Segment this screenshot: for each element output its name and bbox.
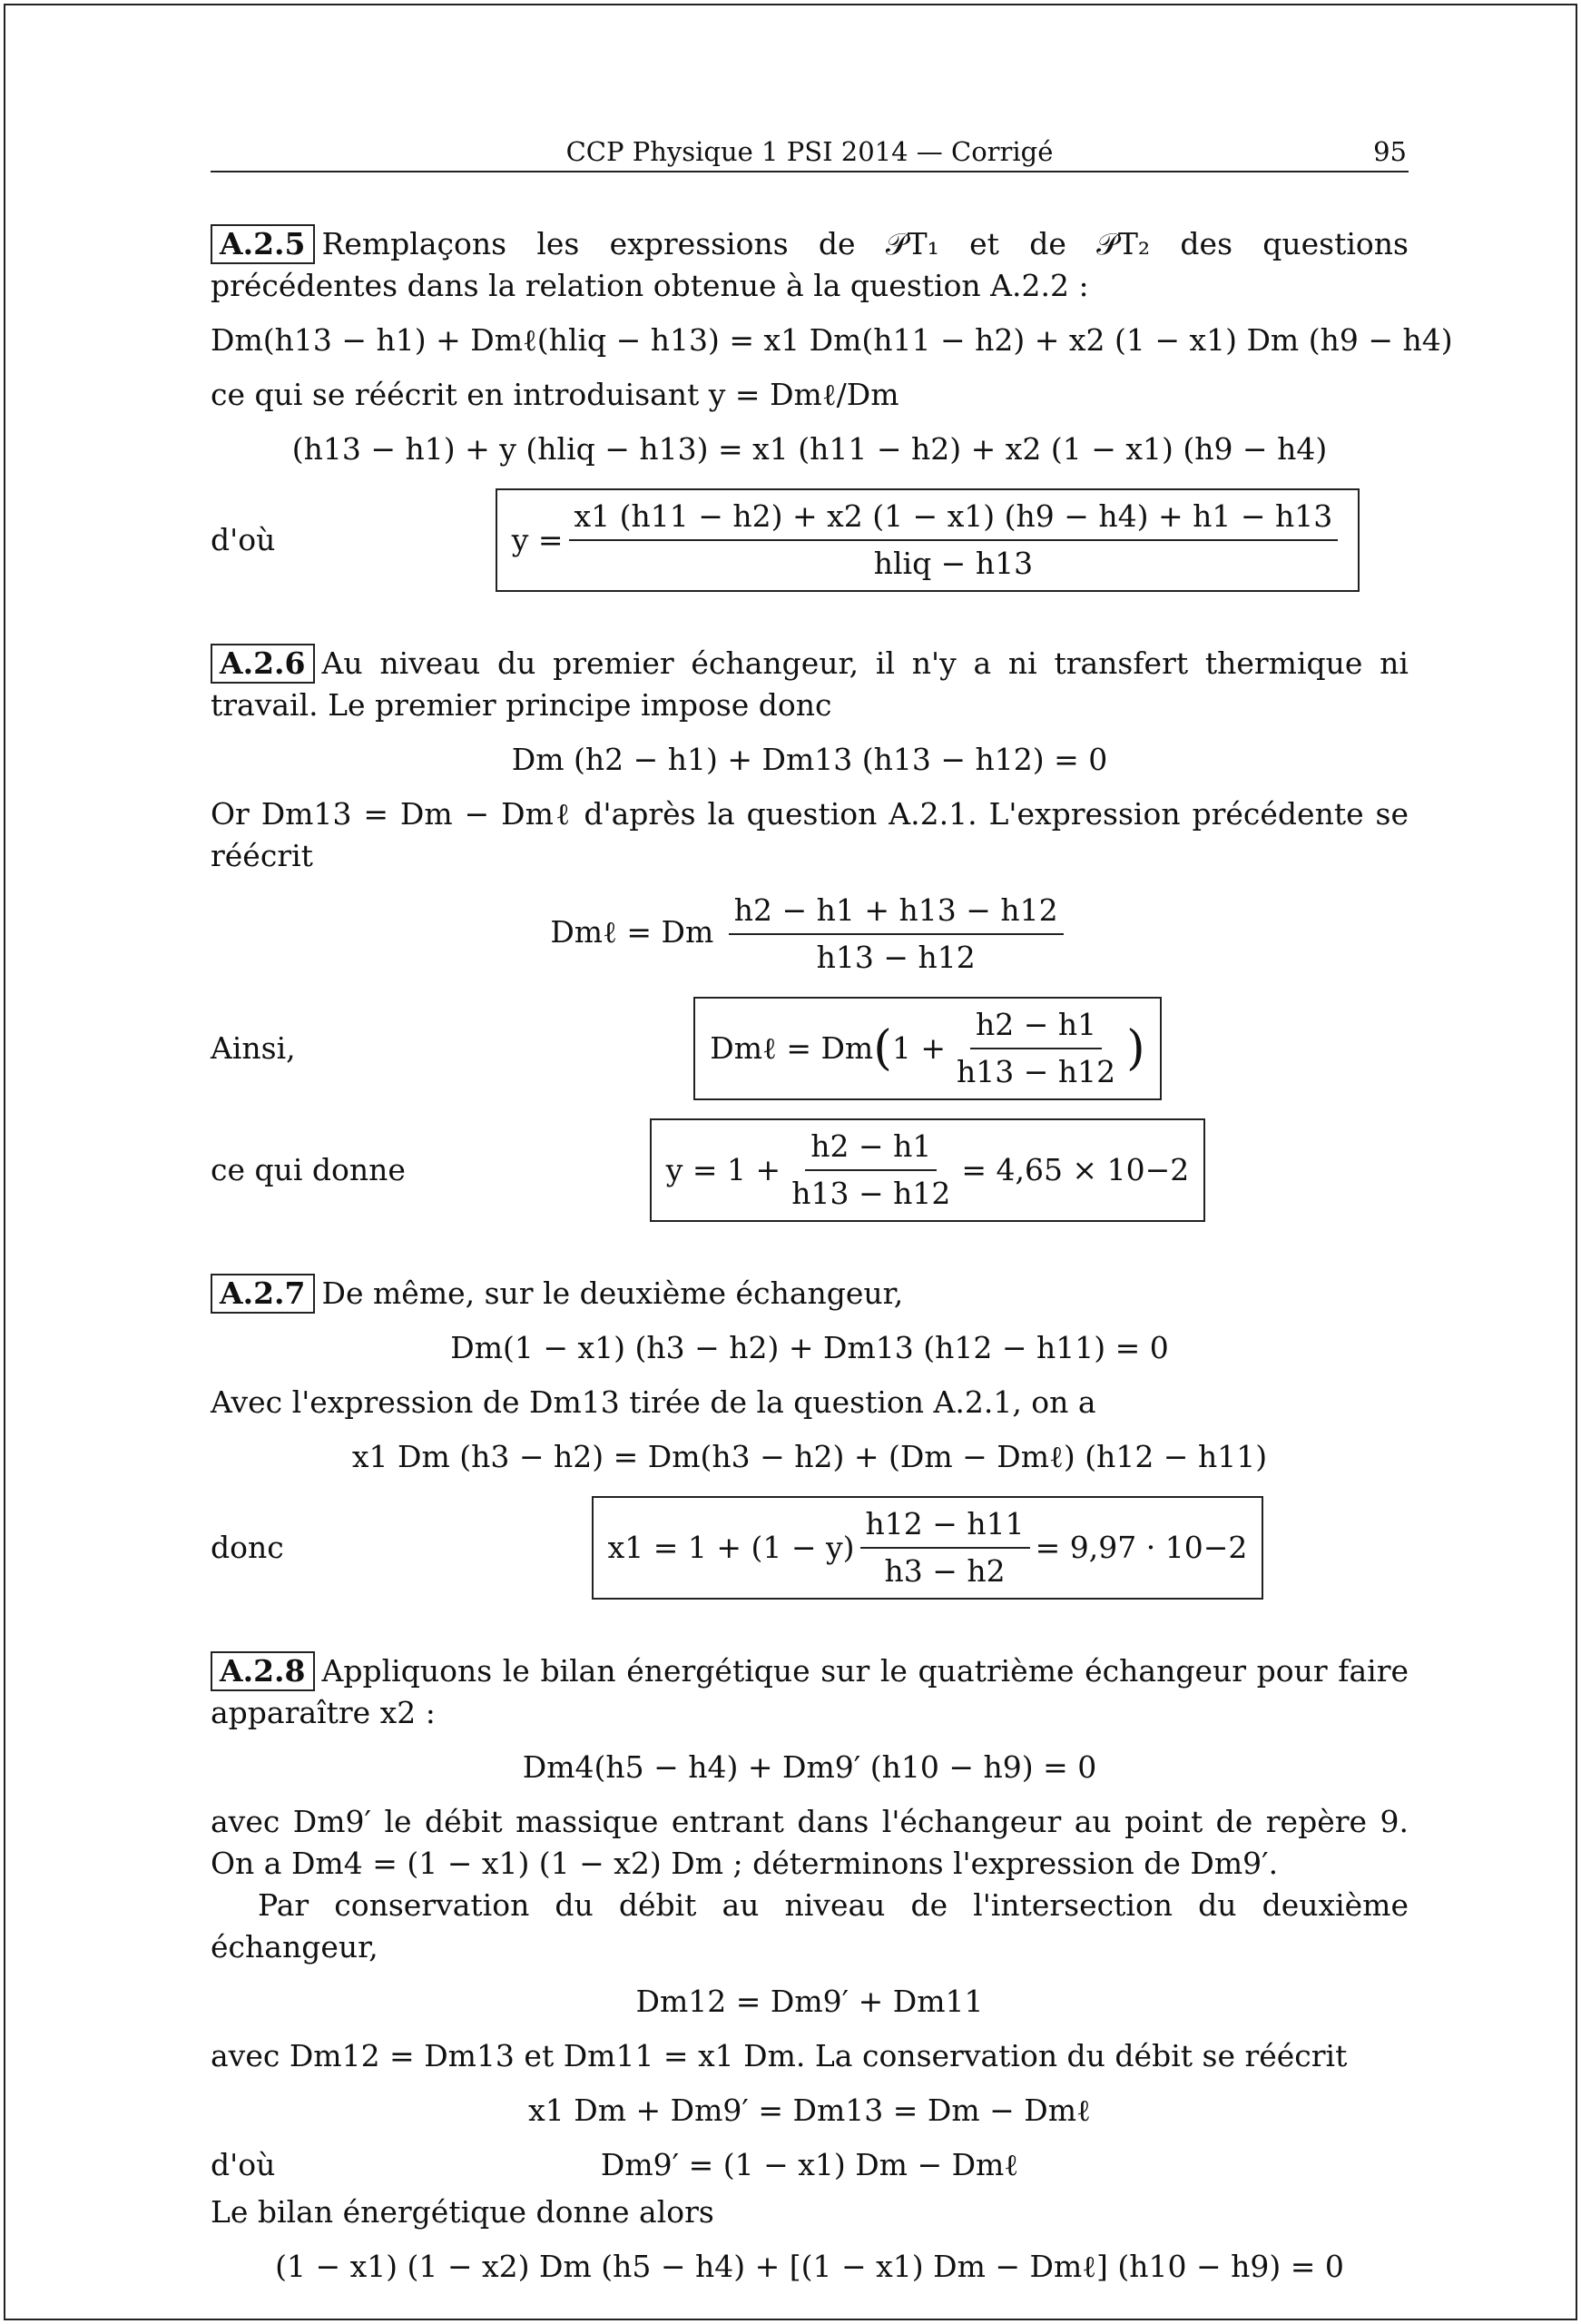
a26-ainsi-row — [211, 997, 1409, 1100]
a28-dou-row — [211, 2144, 1409, 2186]
a27-lead-donc: donc — [211, 1530, 284, 1565]
running-header — [211, 127, 1409, 172]
a27-box3-rhs: = 9,97 · 10−2 — [1035, 1530, 1248, 1565]
a26-box3-one: 1 + — [891, 1030, 946, 1066]
a26-equation-1: Dm (h2 − h1) + Dm13 (h13 − h12) = 0 — [511, 742, 1108, 777]
a28-equation-5: Dm9′ = (1 − x1) Dm − Dmℓ — [600, 2147, 1019, 2182]
right-paren: ) — [1126, 1019, 1145, 1076]
page-number: 95 — [1373, 136, 1407, 167]
a26-lead-ainsi: Ainsi, — [211, 1030, 296, 1066]
a26-eq2-numerator: h2 − h1 + h13 − h12 — [729, 890, 1064, 935]
a28-text-4: avec Dm12 = Dm13 et Dm11 = x1 Dm. La conservation du débit se réécrit — [211, 2038, 1348, 2073]
a26-lead-donne: ce qui donne — [211, 1152, 406, 1187]
section-a25 — [211, 223, 1453, 592]
document-page — [211, 127, 1453, 2300]
a26-intro: Au niveau du premier échangeur, il n'y a ni transfert thermique ni travail. Le premier principe impose donc — [211, 645, 1409, 723]
a27-box3-denominator: h3 − h2 — [884, 1553, 1006, 1589]
header-title: CCP Physique 1 PSI 2014 — Corrigé — [565, 136, 1054, 167]
a28-text-6: Le bilan énergétique donne alors — [211, 2194, 714, 2230]
a25-result-denominator: hliq − h13 — [873, 546, 1034, 581]
a25-lead-dou: d'où — [211, 522, 276, 557]
a27-intro: De même, sur le deuxième échangeur, — [321, 1275, 904, 1311]
a27-equation-1: Dm(1 − x1) (h3 − h2) + Dm13 (h12 − h11) = 0 — [450, 1330, 1169, 1365]
a27-result-row — [211, 1496, 1409, 1600]
a26-box4-lhs: y = 1 + — [665, 1152, 781, 1187]
a26-intro-paragraph — [211, 643, 1409, 726]
a28-intro-paragraph — [211, 1650, 1409, 1734]
a28-text-2: avec Dm9′ le débit massique entrant dans l'échangeur au point de repère 9. On a Dm4 = (1 − x1) (1 − x2) Dm ; déterminons l'expression de Dm9′. — [211, 1804, 1409, 1881]
a28-equation-4: x1 Dm + Dm9′ = Dm13 = Dm − Dmℓ — [528, 2093, 1091, 2128]
a28-intro: Appliquons le bilan énergétique sur le quatrième échangeur pour faire apparaître x2 : — [211, 1653, 1409, 1730]
a27-label: A.2.7 — [211, 1274, 315, 1314]
a26-text-2: Or Dm13 = Dm − Dmℓ d'après la question A.2.1. L'expression précédente se réécrit — [211, 796, 1409, 873]
a28-lead-dou: d'où — [211, 2147, 276, 2182]
a26-eq2-denominator: h13 − h12 — [816, 940, 976, 975]
section-a28 — [211, 1650, 1409, 2288]
a27-box3-numerator: h12 − h11 — [860, 1503, 1030, 1549]
a28-label: A.2.8 — [211, 1651, 315, 1691]
a26-ainsi-box — [693, 997, 1161, 1100]
a25-result-fraction — [569, 496, 1339, 585]
a26-box3-numerator: h2 − h1 — [970, 1004, 1102, 1049]
a27-intro-paragraph — [211, 1273, 1409, 1315]
a25-result-box — [496, 488, 1360, 592]
a25-equation-1: Dm(h13 − h1) + Dmℓ(hliq − h13) = x1 Dm(h11 − h2) + x2 (1 − x1) Dm (h9 − h4) — [211, 322, 1453, 358]
a25-result-lhs: y = — [511, 522, 564, 557]
a28-equation-6: (1 − x1) (1 − x2) Dm (h5 − h4) + [(1 − x1) Dm − Dmℓ] (h10 − h9) = 0 — [275, 2249, 1344, 2284]
section-a27 — [211, 1273, 1409, 1600]
a26-box3-fraction — [951, 1004, 1121, 1093]
a27-text-2: Avec l'expression de Dm13 tirée de la question A.2.1, on a — [211, 1384, 1096, 1420]
a25-label: A.2.5 — [211, 224, 315, 264]
a26-result-box — [650, 1118, 1205, 1222]
a25-text-2: ce qui se réécrit en introduisant y = Dmℓ/Dm — [211, 377, 899, 412]
a27-equation-2: x1 Dm (h3 − h2) = Dm(h3 − h2) + (Dm − Dmℓ) (h12 − h11) — [351, 1439, 1268, 1474]
a26-box3-denominator: h13 − h12 — [956, 1054, 1116, 1089]
a26-eq2-lhs: Dmℓ = Dm — [550, 914, 714, 950]
left-paren: ( — [873, 1019, 892, 1076]
a26-box3-lhs: Dmℓ = Dm — [710, 1030, 874, 1066]
a27-result-box — [592, 1496, 1264, 1600]
a28-equation-1: Dm4(h5 − h4) + Dm9′ (h10 − h9) = 0 — [522, 1749, 1097, 1785]
a26-box4-fraction — [786, 1126, 956, 1215]
a26-result-row — [211, 1118, 1409, 1222]
a26-box4-rhs: = 4,65 × 10−2 — [961, 1152, 1190, 1187]
a26-box4-denominator: h13 − h12 — [791, 1176, 951, 1211]
a25-intro: Remplaçons les expressions de 𝒫T₁ et de 𝒫T₂ des questions précédentes dans la relation obtenue à la question A.2.2 : — [211, 226, 1409, 303]
a28-text-3: Par conservation du débit au niveau de l'intersection du deuxième échangeur, — [211, 1887, 1409, 1965]
a26-eq2-fraction — [729, 890, 1064, 979]
section-a26 — [211, 643, 1409, 1222]
a25-result-numerator: x1 (h11 − h2) + x2 (1 − x1) (h9 − h4) + h1 − h13 — [569, 496, 1339, 541]
a27-box3-fraction — [860, 1503, 1030, 1592]
a26-label: A.2.6 — [211, 644, 315, 684]
a28-equation-3: Dm12 = Dm9′ + Dm11 — [635, 1984, 984, 2019]
a25-intro-paragraph — [211, 223, 1409, 307]
a25-equation-2: (h13 − h1) + y (hliq − h13) = x1 (h11 − h2) + x2 (1 − x1) (h9 − h4) — [291, 431, 1328, 467]
a26-box4-numerator: h2 − h1 — [805, 1126, 937, 1171]
a27-box3-lhs: x1 = 1 + (1 − y) — [607, 1530, 855, 1565]
a26-equation-2 — [211, 890, 1409, 979]
a25-result-row — [211, 488, 1409, 592]
